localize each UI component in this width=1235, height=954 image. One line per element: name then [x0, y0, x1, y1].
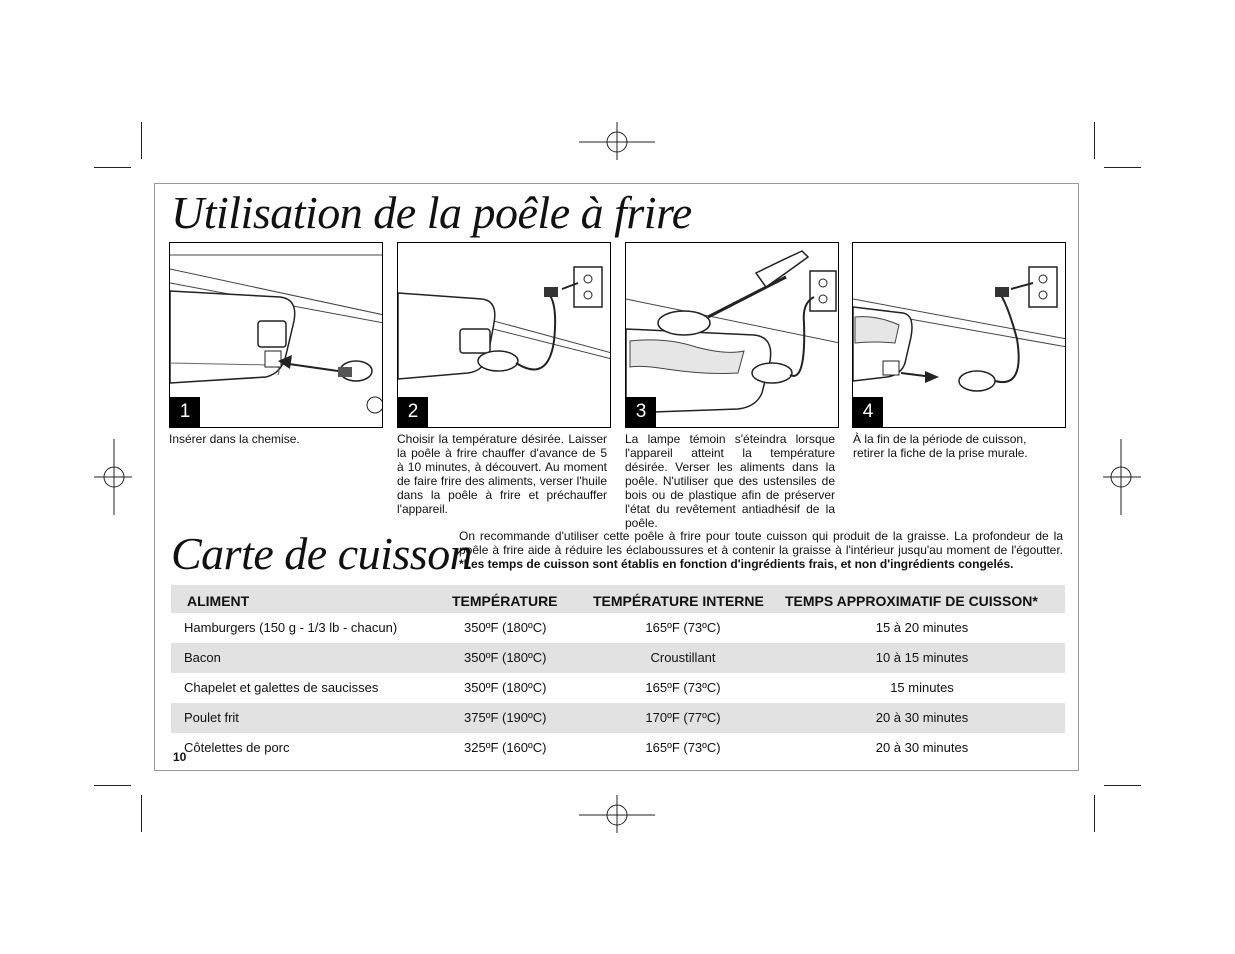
header-aliment: ALIMENT — [187, 593, 250, 609]
table-row — [171, 673, 1065, 703]
cell-internal-temperature: 165ºF (73ºC) — [645, 740, 721, 755]
cell-cooking-time: 20 à 30 minutes — [875, 740, 969, 755]
registration-mark — [1101, 439, 1141, 515]
cell-food: Hamburgers (150 g - 1/3 lb - chacun) — [184, 620, 398, 635]
table-row — [171, 703, 1065, 733]
cell-food: Bacon — [184, 650, 221, 665]
step-illustration-4 — [852, 242, 1066, 428]
cell-internal-temperature: Croustillant — [650, 650, 716, 665]
cell-temperature: 350ºF (180ºC) — [464, 650, 547, 665]
cell-cooking-time: 10 à 15 minutes — [875, 650, 969, 665]
cell-cooking-time: 15 à 20 minutes — [875, 620, 969, 635]
table-header — [171, 585, 1065, 613]
table-row — [171, 643, 1065, 673]
header-temperature: TEMPÉRATURE — [452, 593, 558, 609]
chart-intro-note: *Les temps de cuisson sont établis en fonction d'ingrédients frais, et non d'ingrédients congelés. — [459, 557, 1014, 571]
registration-mark — [579, 122, 655, 162]
cell-temperature: 325ºF (160ºC) — [464, 740, 547, 755]
cell-internal-temperature: 165ºF (73ºC) — [645, 680, 721, 695]
step-caption-3: La lampe témoin s'éteindra lorsque l'appareil atteint la température désirée. Verser les aliments dans la poêle. N'utiliser que des ustensiles de bois ou de plastique afin de préserver l'état du revêtement antiadhésif de la poêle. — [625, 432, 835, 530]
cell-temperature: 350ºF (180ºC) — [464, 680, 547, 695]
step-number-badge: 2 — [398, 397, 428, 427]
cell-food: Poulet frit — [184, 710, 239, 725]
cell-food: Côtelettes de porc — [184, 740, 290, 755]
registration-mark — [94, 439, 134, 515]
step-caption-1: Insérer dans la chemise. — [169, 432, 300, 446]
table-row — [171, 613, 1065, 643]
step-illustration-1 — [169, 242, 383, 428]
chart-intro — [459, 529, 1063, 571]
chart-intro-text: On recommande d'utiliser cette poêle à frire pour toute cuisson qui produit de la graisse. La profondeur de la poêle à frire aide à réduire les éclaboussures et à contenir la graisse à l'intérieur jusqu'au moment de l'égoutter. — [459, 529, 1063, 557]
crop-mark — [1104, 167, 1141, 168]
registration-mark — [579, 795, 655, 835]
step-number-badge: 1 — [170, 397, 200, 427]
header-internal-temperature: TEMPÉRATURE INTERNE — [593, 593, 764, 609]
cell-internal-temperature: 170ºF (77ºC) — [645, 710, 721, 725]
step-caption-2: Choisir la température désirée. Laisser la poêle à frire chauffer d'avance de 5 à 10 minutes, à découvert. Au moment de faire frire des aliments, verser l'huile dans la poêle à frire et préchauffer l'appareil. — [397, 432, 607, 516]
cell-internal-temperature: 165ºF (73ºC) — [645, 620, 721, 635]
step-illustration-2 — [397, 242, 611, 428]
skillet-cooking-illustration — [626, 243, 839, 428]
page-title: Utilisation de la poêle à frire — [171, 187, 692, 238]
cell-temperature: 350ºF (180ºC) — [464, 620, 547, 635]
cell-food: Chapelet et galettes de saucisses — [184, 680, 379, 695]
skillet-plug-illustration — [398, 243, 611, 428]
header-cooking-time: TEMPS APPROXIMATIF DE CUISSON* — [785, 593, 1038, 609]
crop-mark — [94, 167, 131, 168]
crop-mark — [1094, 795, 1095, 832]
cooking-chart-table — [171, 585, 1065, 763]
step-caption-4: À la fin de la période de cuisson, retirer la fiche de la prise murale. — [853, 432, 1028, 460]
crop-mark — [1094, 122, 1095, 159]
step-number-badge: 3 — [626, 397, 656, 427]
skillet-probe-insert-illustration — [170, 243, 383, 428]
chart-title: Carte de cuisson — [171, 528, 473, 579]
crop-mark — [141, 795, 142, 832]
crop-mark — [1104, 785, 1141, 786]
crop-mark — [94, 785, 131, 786]
crop-mark — [141, 122, 142, 159]
skillet-unplug-illustration — [853, 243, 1066, 428]
table-row — [171, 733, 1065, 763]
step-illustration-3 — [625, 242, 839, 428]
cell-cooking-time: 20 à 30 minutes — [875, 710, 969, 725]
cell-temperature: 375ºF (190ºC) — [464, 710, 547, 725]
step-number-badge: 4 — [853, 397, 883, 427]
page-number: 10 — [173, 750, 187, 764]
cell-cooking-time: 15 minutes — [890, 680, 954, 695]
